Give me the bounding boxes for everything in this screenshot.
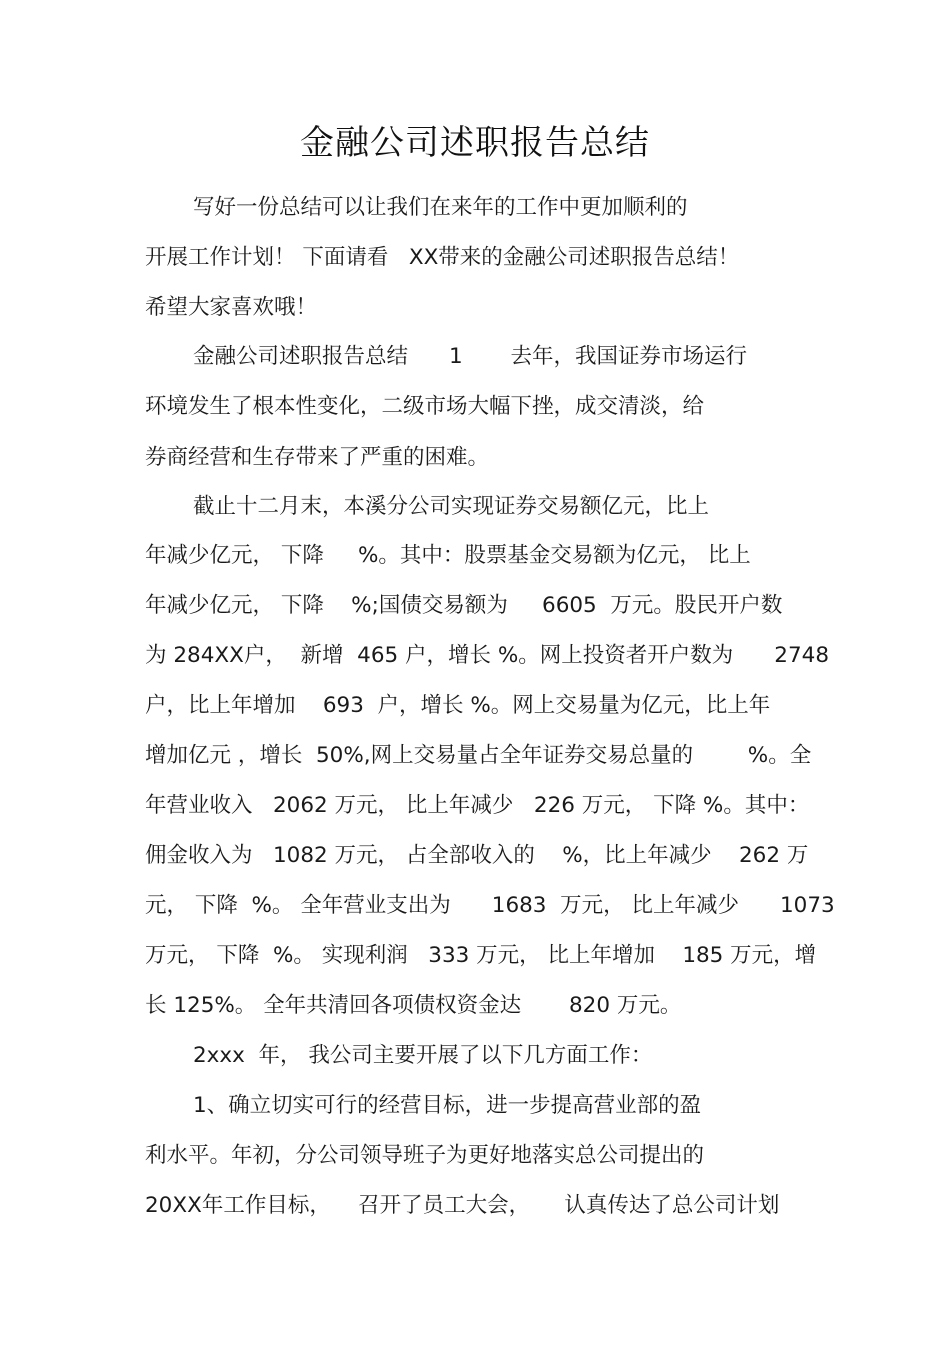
paragraph-line: 户，比上年增加 693 户，增长 %。网上交易量为亿元，比上年	[145, 693, 771, 718]
paragraph-line: 希望大家喜欢哦！	[145, 295, 318, 320]
paragraph-line: 利水平。年初，分公司领导班子为更好地落实总公司提出的	[145, 1143, 705, 1168]
paragraph-line: 佣金收入为 1082 万元， 占全部收入的 %，比上年减少 262 万	[145, 843, 809, 868]
paragraph-line: 年减少亿元， 下降 %;国债交易额为 6605 万元。股民开户数	[145, 593, 783, 618]
document-title: 金融公司述职报告总结	[300, 123, 650, 163]
paragraph-line: 券商经营和生存带来了严重的困难。	[145, 445, 490, 470]
paragraph-line: 元， 下降 %。 全年营业支出为 1683 万元， 比上年减少 1073	[145, 893, 835, 918]
paragraph-line: 万元， 下降 %。 实现利润 333 万元， 比上年增加 185 万元，增	[145, 943, 817, 968]
paragraph-line: 年营业收入 2062 万元， 比上年减少 226 万元， 下降 %。其中：	[145, 793, 810, 818]
paragraph-line: 2xxx 年， 我公司主要开展了以下几方面工作：	[193, 1043, 653, 1068]
paragraph-line: 长 125%。 全年共清回各项债权资金达 820 万元。	[145, 993, 682, 1018]
paragraph-line: 增加亿元 ，增长 50%,网上交易量占全年证券交易总量的 %。全	[145, 743, 812, 768]
paragraph-line: 1、确立切实可行的经营目标，进一步提高营业部的盈	[193, 1093, 702, 1118]
paragraph-line: 20XX年工作目标， 召开了员工大会， 认真传达了总公司计划	[145, 1193, 780, 1218]
paragraph-line: 金融公司述职报告总结 1 去年，我国证券市场运行	[193, 344, 748, 369]
paragraph-line: 截止十二月末，本溪分公司实现证券交易额亿元，比上	[193, 494, 710, 519]
paragraph-line: 为 284XX户， 新增 465 户，增长 %。网上投资者开户数为 2748	[145, 643, 830, 668]
paragraph-line: 开展工作计划！ 下面请看 XX带来的金融公司述职报告总结！	[145, 245, 740, 270]
paragraph-line: 年减少亿元， 下降 %。其中：股票基金交易额为亿元， 比上	[145, 543, 751, 568]
paragraph-line: 写好一份总结可以让我们在来年的工作中更加顺利的	[193, 195, 688, 220]
paragraph-line: 环境发生了根本性变化，二级市场大幅下挫，成交清淡，给	[145, 394, 705, 419]
